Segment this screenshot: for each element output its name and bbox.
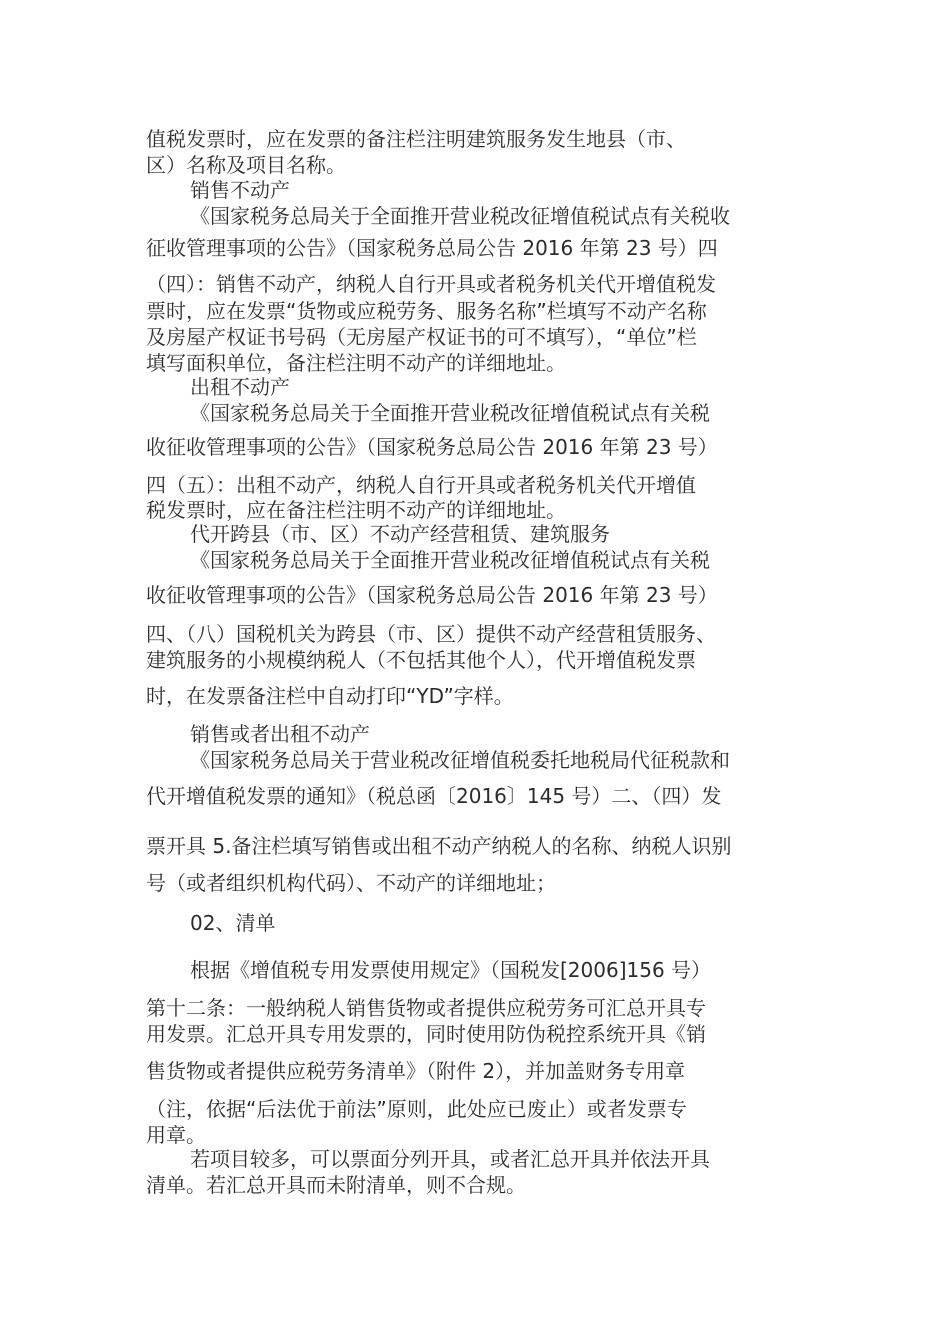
text-line: 售货物或者提供应税劳务清单》（附件 2），并加盖财务专用章 [146,1059,686,1083]
text-line: 收征收管理事项的公告》（国家税务总局公告 2016 年第 23 号） [146,435,718,459]
text-line: 区）名称及项目名称。 [146,153,346,177]
text-line: 第十二条：一般纳税人销售货物或者提供应税劳务可汇总开具专 [146,996,706,1020]
section-heading: 代开跨县（市、区）不动产经营租赁、建筑服务 [190,522,610,546]
text-line: 票开具 5.备注栏填写销售或出租不动产纳税人的名称、纳税人识别 [146,834,732,858]
text-line: （四）：销售不动产，纳税人自行开具或者税务机关代开增值税发 [146,272,716,296]
section-heading: 02、清单 [190,911,276,935]
text-line: 税发票时，应在备注栏注明不动产的详细地址。 [146,498,566,522]
text-line: 《国家税务总局关于全面推开营业税改征增值税试点有关税收 [190,204,730,228]
text-line: （注，依据“后法优于前法”原则，此处应已废止）或者发票专 [146,1097,687,1121]
text-line: 四、（八）国税机关为跨县（市、区）提供不动产经营租赁服务、 [146,622,716,646]
text-line: 《国家税务总局关于全面推开营业税改征增值税试点有关税 [190,548,710,572]
text-line: 征收管理事项的公告》（国家税务总局公告 2016 年第 23 号）四 [146,236,718,260]
text-line: 用发票。汇总开具专用发票的，同时使用防伪税控系统开具《销 [146,1022,706,1046]
text-line: 建筑服务的小规模纳税人（不包括其他个人），代开增值税发票 [146,648,696,672]
text-line: 值税发票时，应在发票的备注栏注明建筑服务发生地县（市、 [146,127,686,151]
text-line: 《国家税务总局关于营业税改征增值税委托地税局代征税款和 [190,748,730,772]
text-line: 清单。若汇总开具而未附清单，则不合规。 [146,1173,526,1197]
text-line: 若项目较多，可以票面分列开具，或者汇总开具并依法开具 [190,1147,710,1171]
section-heading: 销售或者出租不动产 [190,722,370,746]
section-heading: 销售不动产 [190,178,290,202]
text-line: 收征收管理事项的公告》（国家税务总局公告 2016 年第 23 号） [146,583,718,607]
text-line: 及房屋产权证书号码（无房屋产权证书的可不填写），“单位”栏 [146,325,697,349]
text-line: 票时，应在发票“货物或应税劳务、服务名称”栏填写不动产名称 [146,299,707,323]
text-line: 用章。 [146,1123,206,1147]
text-line: 代开增值税发票的通知》（税总函〔2016〕145 号）二、（四）发 [146,784,722,808]
text-line: 时，在发票备注栏中自动打印“YD”字样。 [146,684,514,708]
text-line: 填写面积单位，备注栏注明不动产的详细地址。 [146,351,566,375]
text-line: 号（或者组织机构代码）、不动产的详细地址； [146,871,556,895]
section-heading: 出租不动产 [190,375,290,399]
text-line: 《国家税务总局关于全面推开营业税改征增值税试点有关税 [190,401,710,425]
text-line: 根据《增值税专用发票使用规定》（国税发[2006]156 号） [190,958,712,982]
text-line: 四（五）：出租不动产，纳税人自行开具或者税务机关代开增值 [146,473,696,497]
